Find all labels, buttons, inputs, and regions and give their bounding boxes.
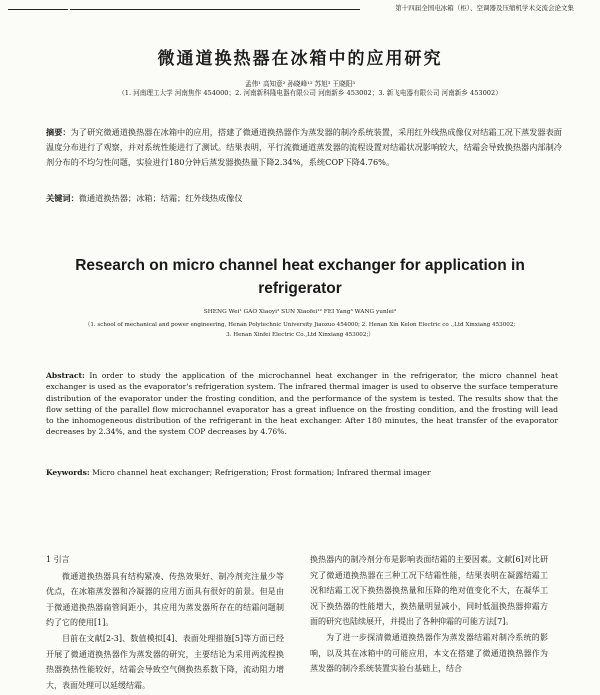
english-keywords-text: Micro channel heat exchanger; Refrigeration; Frost formation; Infrared thermal imager: [92, 468, 431, 477]
body-paragraph: 微通道换热器具有结构紧凑、传热效果好、制冷剂充注量少等优点，在冰箱蒸发器和冷凝器的应用方面具有很好的前景。但是由于微通道换热器扁管间距小，其应用为蒸发器所存在的结霜问题制约了它的使用[1]。: [46, 571, 284, 628]
chinese-title: 微通道换热器在冰箱中的应用研究: [157, 49, 443, 69]
body-paragraph: 为了进一步探清微通道换热器作为蒸发器结霜对制冷系统的影响，以及其在冰箱中的可能应用，本文在搭建了微通道换热器作为蒸发器的制冷系统装置实验台基础上，结合: [310, 632, 548, 674]
english-affiliations: [60, 320, 540, 340]
english-abstract-text: In order to study the application of the microchannel heat exchanger in the refrigerator, the micro channel heat exchanger is used as the evaporator's refrigeration system. The infrared thermal imager is used to observe the surface temperature distribution of the evaporator under the frosting condition, and the performance of the system is tested. The results show that the flow setting of the parallel flow microchannel evaporator has a great influence on the frosting condition, and the frosting will lead to the inhomogeneous distribution of the refrigerant in the heat exchanger. After 180 minutes, the heat transfer of the evaporator decreases by 2.34%, and the system COP decreases by 4.76%.: [46, 371, 558, 437]
chinese-abstract: [46, 125, 562, 170]
english-abstract: [46, 370, 558, 438]
body-column-left: [46, 552, 284, 693]
chinese-abstract-label: 摘要：: [46, 127, 71, 137]
header-rule-left: [8, 9, 68, 10]
chinese-keywords: [46, 193, 562, 204]
english-keywords-label: Keywords:: [46, 468, 90, 477]
section-heading-introduction: 1 引言: [46, 555, 70, 564]
chinese-abstract-text: 为了研究微通道换热器在冰箱中的应用，搭建了微通道换热器作为蒸发器的制冷系统装置，采用红外线热成像仪对结霜工况下蒸发器表面温度分布进行了观察，并对系统性能进行了测试。结果表明，平行流微通道蒸发器的流程设置对结霜状况影响较大，结霜会导致换热器内部制冷剂分布的不均匀性问题，实验进行180分钟后蒸发器换热量下降2.34%，系统COP下降4.76%。: [46, 127, 562, 167]
chinese-keywords-text: 微通道换热器；冰箱；结霜；红外线热成像仪: [78, 193, 243, 203]
header-rule-middle: [70, 9, 360, 10]
body-paragraph: 换热器内的制冷剂分布是影响表面结霜的主要因素。文献[6]对比研究了微通道换热器在三种工况下结霜性能，结果表明在凝露结霜工况和结霜工况下换热器换热量和压降的绝对值变化不大，在凝华工况下换热器的性能增大，换热量明显减小，同时低温换热器抑霜方面的研究也陆续展开，并提出了各种抑霜的可能方法[7]。: [310, 555, 548, 627]
english-authors: SHENG Wei¹ GAO Xiaoyi² SUN Xiaofei¹² FEI Yang³ WANG yunlei³: [203, 309, 397, 315]
running-header: 第十四届全国电冰箱（柜）、空调器及压缩机学术交流会论文集: [395, 4, 574, 12]
english-keywords: [46, 468, 558, 477]
english-affiliation-line-1: （1. school of mechanical and power engineering, Henan Polytechnic University Jiaozuo 454000; 2. Henan Xin Kelon Electric co .,Ltd Xinxiang 453002;: [84, 322, 516, 328]
english-affiliation-line-2: 3. Henan Xinfei Electric Co.,Ltd Xinxiang 453002;）: [226, 332, 374, 338]
chinese-authors: 孟伟¹ 高知意² 孙晓峰¹² 苏旭³ 王晓阳³: [245, 80, 355, 88]
body-column-right: [310, 552, 548, 677]
chinese-affiliations: （1. 河南理工大学 河南焦作 454000；2. 河南新科隆电器有限公司 河南新乡 453002；3. 新飞电器有限公司 河南新乡 453002）: [118, 89, 502, 97]
body-paragraph: 目前在文献[2-3]、数值模拟[4]、表面处理措施[5]等方面已经开展了微通道换热器作为蒸发器的研究，主要结论为采用两流程换热器换热性能较好，结霜会导致空气侧换热系数下降，流动阻力增大，表面处理可以延缓结霜。: [46, 633, 284, 690]
chinese-keywords-label: 关键词：: [46, 193, 79, 203]
english-abstract-label: Abstract:: [46, 371, 85, 380]
english-title: Research on micro channel heat exchanger for application in refrigerator: [75, 257, 525, 297]
